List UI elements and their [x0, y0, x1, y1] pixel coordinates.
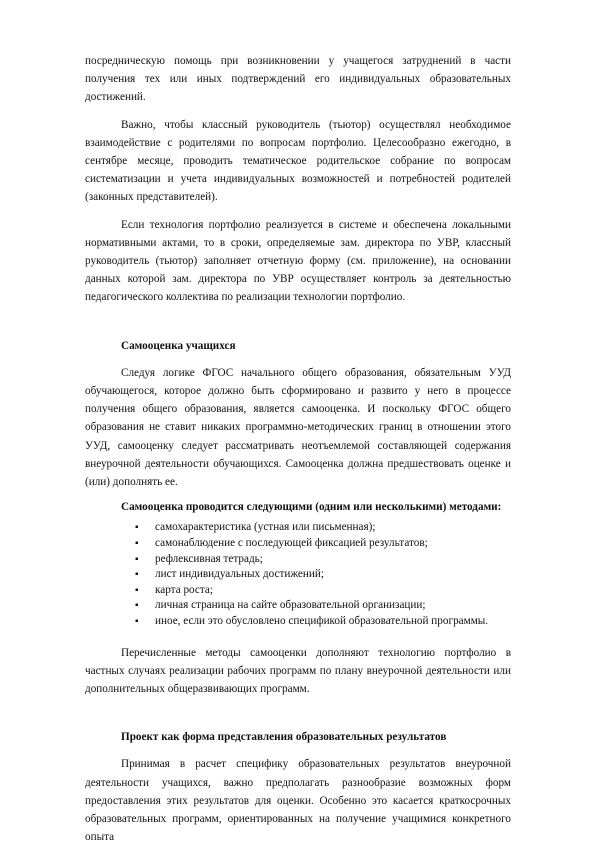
bullet-icon: ▪: [135, 616, 139, 628]
methods-list: [85, 520, 511, 629]
bullet-icon: ▪: [135, 584, 139, 596]
paragraph-continuation: посредническую помощь при возникновении у учащегося затруднений в части получения тех или иных подтверждений его индивидуальных образовательных достижений.: [85, 55, 511, 104]
list-item: ▪ личная страница на сайте образовательной организации;: [85, 598, 511, 614]
list-item: ▪ самонаблюдение с последующей фиксацией результатов;: [85, 536, 511, 552]
list-item: ▪ рефлексивная тетрадь;: [85, 552, 511, 568]
paragraph-parents-interaction: Важно, чтобы классный руководитель (тьютор) осуществлял необходимое взаимодействие с родителями по вопросам портфолио. Целесообразно ежегодно, в сентябре месяце, проводить тематическое родительское собрание по вопросам систематизации и учета индивидуальных возможностей и потребностей родителей (законных представителей).: [85, 118, 511, 204]
bullet-icon: ▪: [135, 553, 139, 565]
bullet-icon: ▪: [135, 600, 139, 612]
section-heading-self-assessment: Самооценка учащихся: [121, 339, 236, 352]
bullet-icon: ▪: [135, 569, 139, 581]
bullet-icon: ▪: [135, 522, 139, 534]
bullet-icon: ▪: [135, 538, 139, 550]
methods-heading: Самооценка проводится следующими (одним или несколькими) методами:: [121, 501, 502, 514]
document-body: [85, 52, 511, 846]
list-item: ▪ самохарактеристика (устная или письменная);: [85, 520, 511, 536]
list-item: ▪ карта роста;: [85, 583, 511, 599]
list-item: ▪ лист индивидуальных достижений;: [85, 567, 511, 583]
paragraph-reporting-form: Если технология портфолио реализуется в системе и обеспечена локальными нормативными актами, то в сроки, определяемые зам. директора по УВР, классный руководитель (тьютор) заполняет отчетную форму (см. приложение), на основании данных которой зам. директора по УВР осуществляет контроль за деятельностью педагогического коллектива по реализации технологии портфолио.: [85, 218, 511, 304]
paragraph-project-intro: Принимая в расчет специфику образовательных результатов внеурочной деятельности учащихся, важно предполагать разнообразие возможных форм предоставления этих результатов для оценки. Особенно это касается краткосрочных образовательных программ, ориентированных на получение учащимися конкретного опыта: [85, 758, 511, 844]
section-heading-project: Проект как форма представления образовательных результатов: [121, 731, 447, 744]
paragraph-self-assessment-intro: Следуя логике ФГОС начального общего образования, обязательным УУД обучающегося, которое должно быть сформировано и развито у него в процессе получения общего образования, является самооценка. И поскольку ФГОС общего образования не ставит никаких программно-методических границ в отношении этого УУД, самооценку следует рассматривать неотъемлемой составляющей содержания внеурочной деятельности обучающихся. Самооценка должна предшествовать оценке и (или) дополнять ее.: [85, 366, 511, 489]
paragraph-methods-closing: Перечисленные методы самооценки дополняют технологию портфолио в частных случаях реализации рабочих программ по плану внеурочной деятельности или дополнительных общеразвивающих программ.: [85, 646, 511, 696]
list-item: ▪ иное, если это обусловлено спецификой образовательной программы.: [85, 614, 511, 630]
